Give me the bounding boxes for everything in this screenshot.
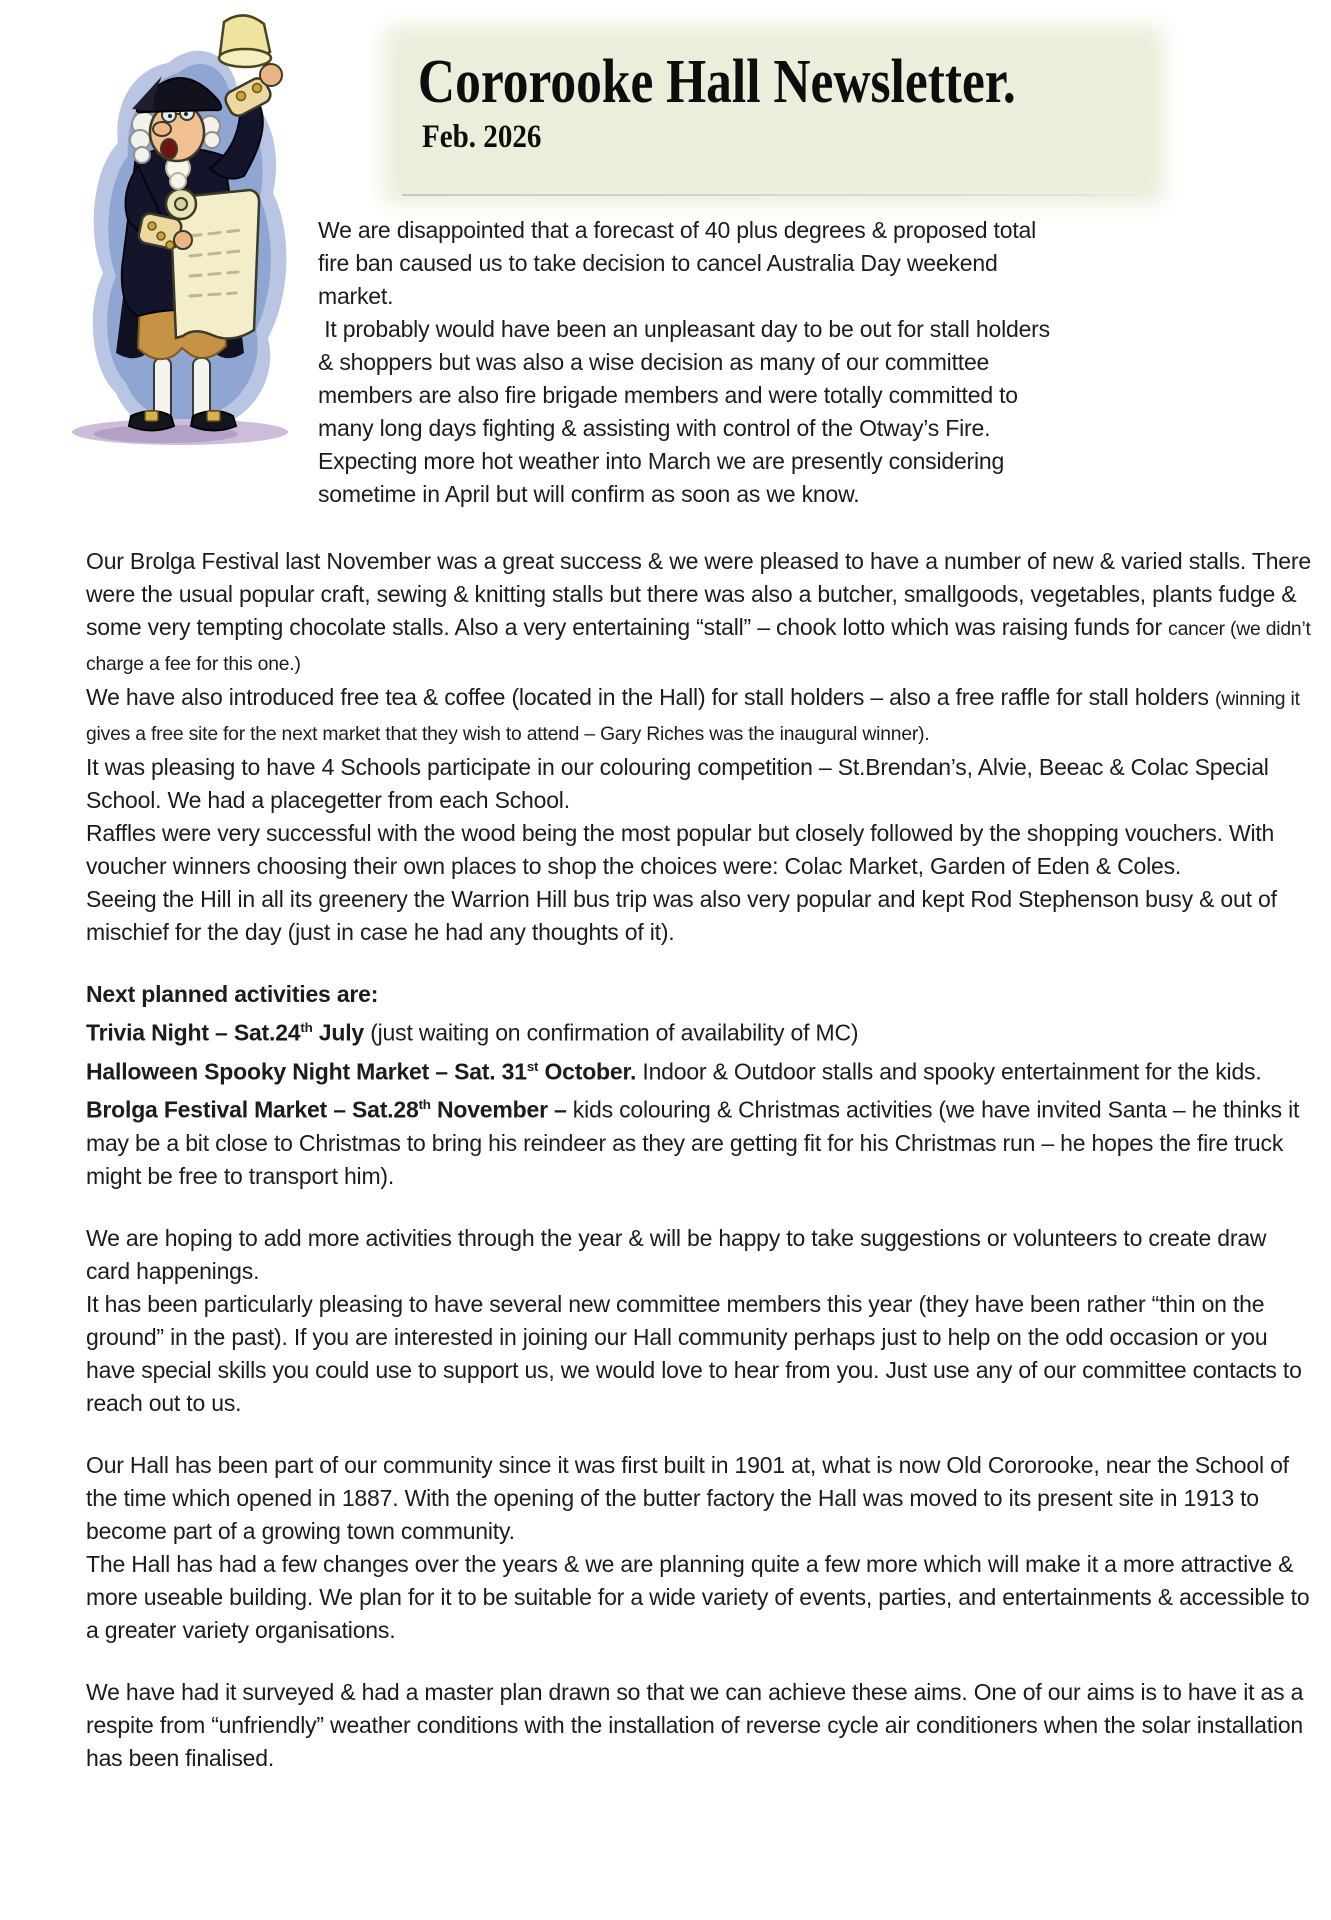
brolga-festival-market: Brolga Festival Market – Sat.28th November – kids colouring & Christmas activities (we have invited Santa – he thinks it may be a bit close to Christmas to bring his reindeer as they are getting fit for his Christmas run – he hopes the fire truck might be free to transport him). (86, 1096, 1300, 1189)
intro-line: We are disappointed that a forecast of 40 plus degrees & proposed total (318, 217, 1037, 243)
intro-line: Expecting more hot weather into March we are presently considering (318, 448, 1005, 474)
header-divider (402, 194, 1160, 196)
town-crier-drawing (28, 8, 333, 463)
colouring-competition: It was pleasing to have 4 Schools participate in our colouring competition – St.Brendan’s, Alvie, Beeac & Colac Special School. We had a placegetter from each School. (86, 754, 1269, 813)
body-content (86, 545, 1316, 1775)
newsletter-header (398, 40, 1150, 190)
intro-line: sometime in April but will confirm as soon as we know. (318, 481, 860, 507)
next-activities-heading: Next planned activities are: (86, 981, 379, 1007)
halloween-spooky-night-market: Halloween Spooky Night Market – Sat. 31st October. Indoor & Outdoor stalls and spooky entertainment for the kids. (86, 1058, 1262, 1085)
more-activities: We are hoping to add more activities through the year & will be happy to take suggestions or volunteers to create draw card happenings. (86, 1224, 1267, 1284)
newsletter-title: Cororooke Hall Newsletter. (417, 48, 1016, 116)
intro-line: & shoppers but was also a wise decision as many of our committee (318, 349, 990, 375)
hall-history: Our Hall has been part of our community since it was first built in 1901 at, what is now Old Cororooke, near the School of the time which opened in 1887. With the opening of the butter factory the Hall was moved to its present site in 1913 to become part of a growing town community. (86, 1451, 1289, 1544)
issue-date: Feb. 2026 (422, 119, 542, 156)
intro-line: members are also fire brigade members and were totally committed to (318, 382, 1018, 408)
raffles: Raffles were very successful with the wood being the most popular but closely followed by the shopping vouchers. With voucher winners choosing their own places to shop the choices were: Colac Market, Garden of Eden & Coles. (86, 820, 1275, 879)
hall-changes: The Hall has had a few changes over the years & we are planning quite a few more which will make it a more attractive & more useable building. We plan for it to be suitable for a wide variety of events, parties, and entertainments & accessible to a greater variety organisations. (86, 1550, 1310, 1643)
intro-line: many long days fighting & assisting with control of the Otway’s Fire. (318, 415, 991, 441)
trivia-night: Trivia Night – Sat.24th July (just waiting on confirmation of availability of MC) (86, 1019, 859, 1046)
intro-line: fire ban caused us to take decision to cancel Australia Day weekend (318, 250, 998, 276)
warrion-hill-bus-trip: Seeing the Hill in all its greenery the Warrion Hill bus trip was also very popular and kept Rod Stephenson busy & out of mischief for the day (just in case he had any thoughts of it). (86, 886, 1277, 945)
brolga-festival-recap: Our Brolga Festival last November was a great success & we were pleased to have a number of new & varied stalls. There were the usual popular craft, sewing & knitting stalls but there was also a butcher, smallgoods, vegetables, plants fudge & some very tempting chocolate stalls. Also a very entertaining “stall” – chook lotto which was raising funds for cancer (we didn’t charge a fee for this one.) (86, 548, 1311, 675)
new-committee-members: It has been particularly pleasing to have several new committee members this year (they have been rather “thin on the ground” in the past). If you are interested in joining our Hall community perhaps just to help on the odd occasion or you have special skills you could use to support us, we would love to hear from you. Just use any of our committee contacts to reach out to us. (86, 1290, 1302, 1416)
town-crier-illustration (28, 8, 333, 463)
intro-line: It probably would have been an unpleasant day to be out for stall holders (318, 316, 1050, 342)
stallholder-perks: We have also introduced free tea & coffee (located in the Hall) for stall holders – also a free raffle for stall holders (winning it gives a free site for the next market that they wish to attend – Gary Riches was the inaugural winner). (86, 684, 1300, 745)
intro-text (318, 214, 1323, 511)
intro-line: market. (318, 283, 394, 309)
master-plan: We have had it surveyed & had a master plan drawn so that we can achieve these aims. One of our aims is to have it as a respite from “unfriendly” weather conditions with the installation of reverse cycle air conditioners when the solar installation has been finalised. (86, 1678, 1304, 1771)
